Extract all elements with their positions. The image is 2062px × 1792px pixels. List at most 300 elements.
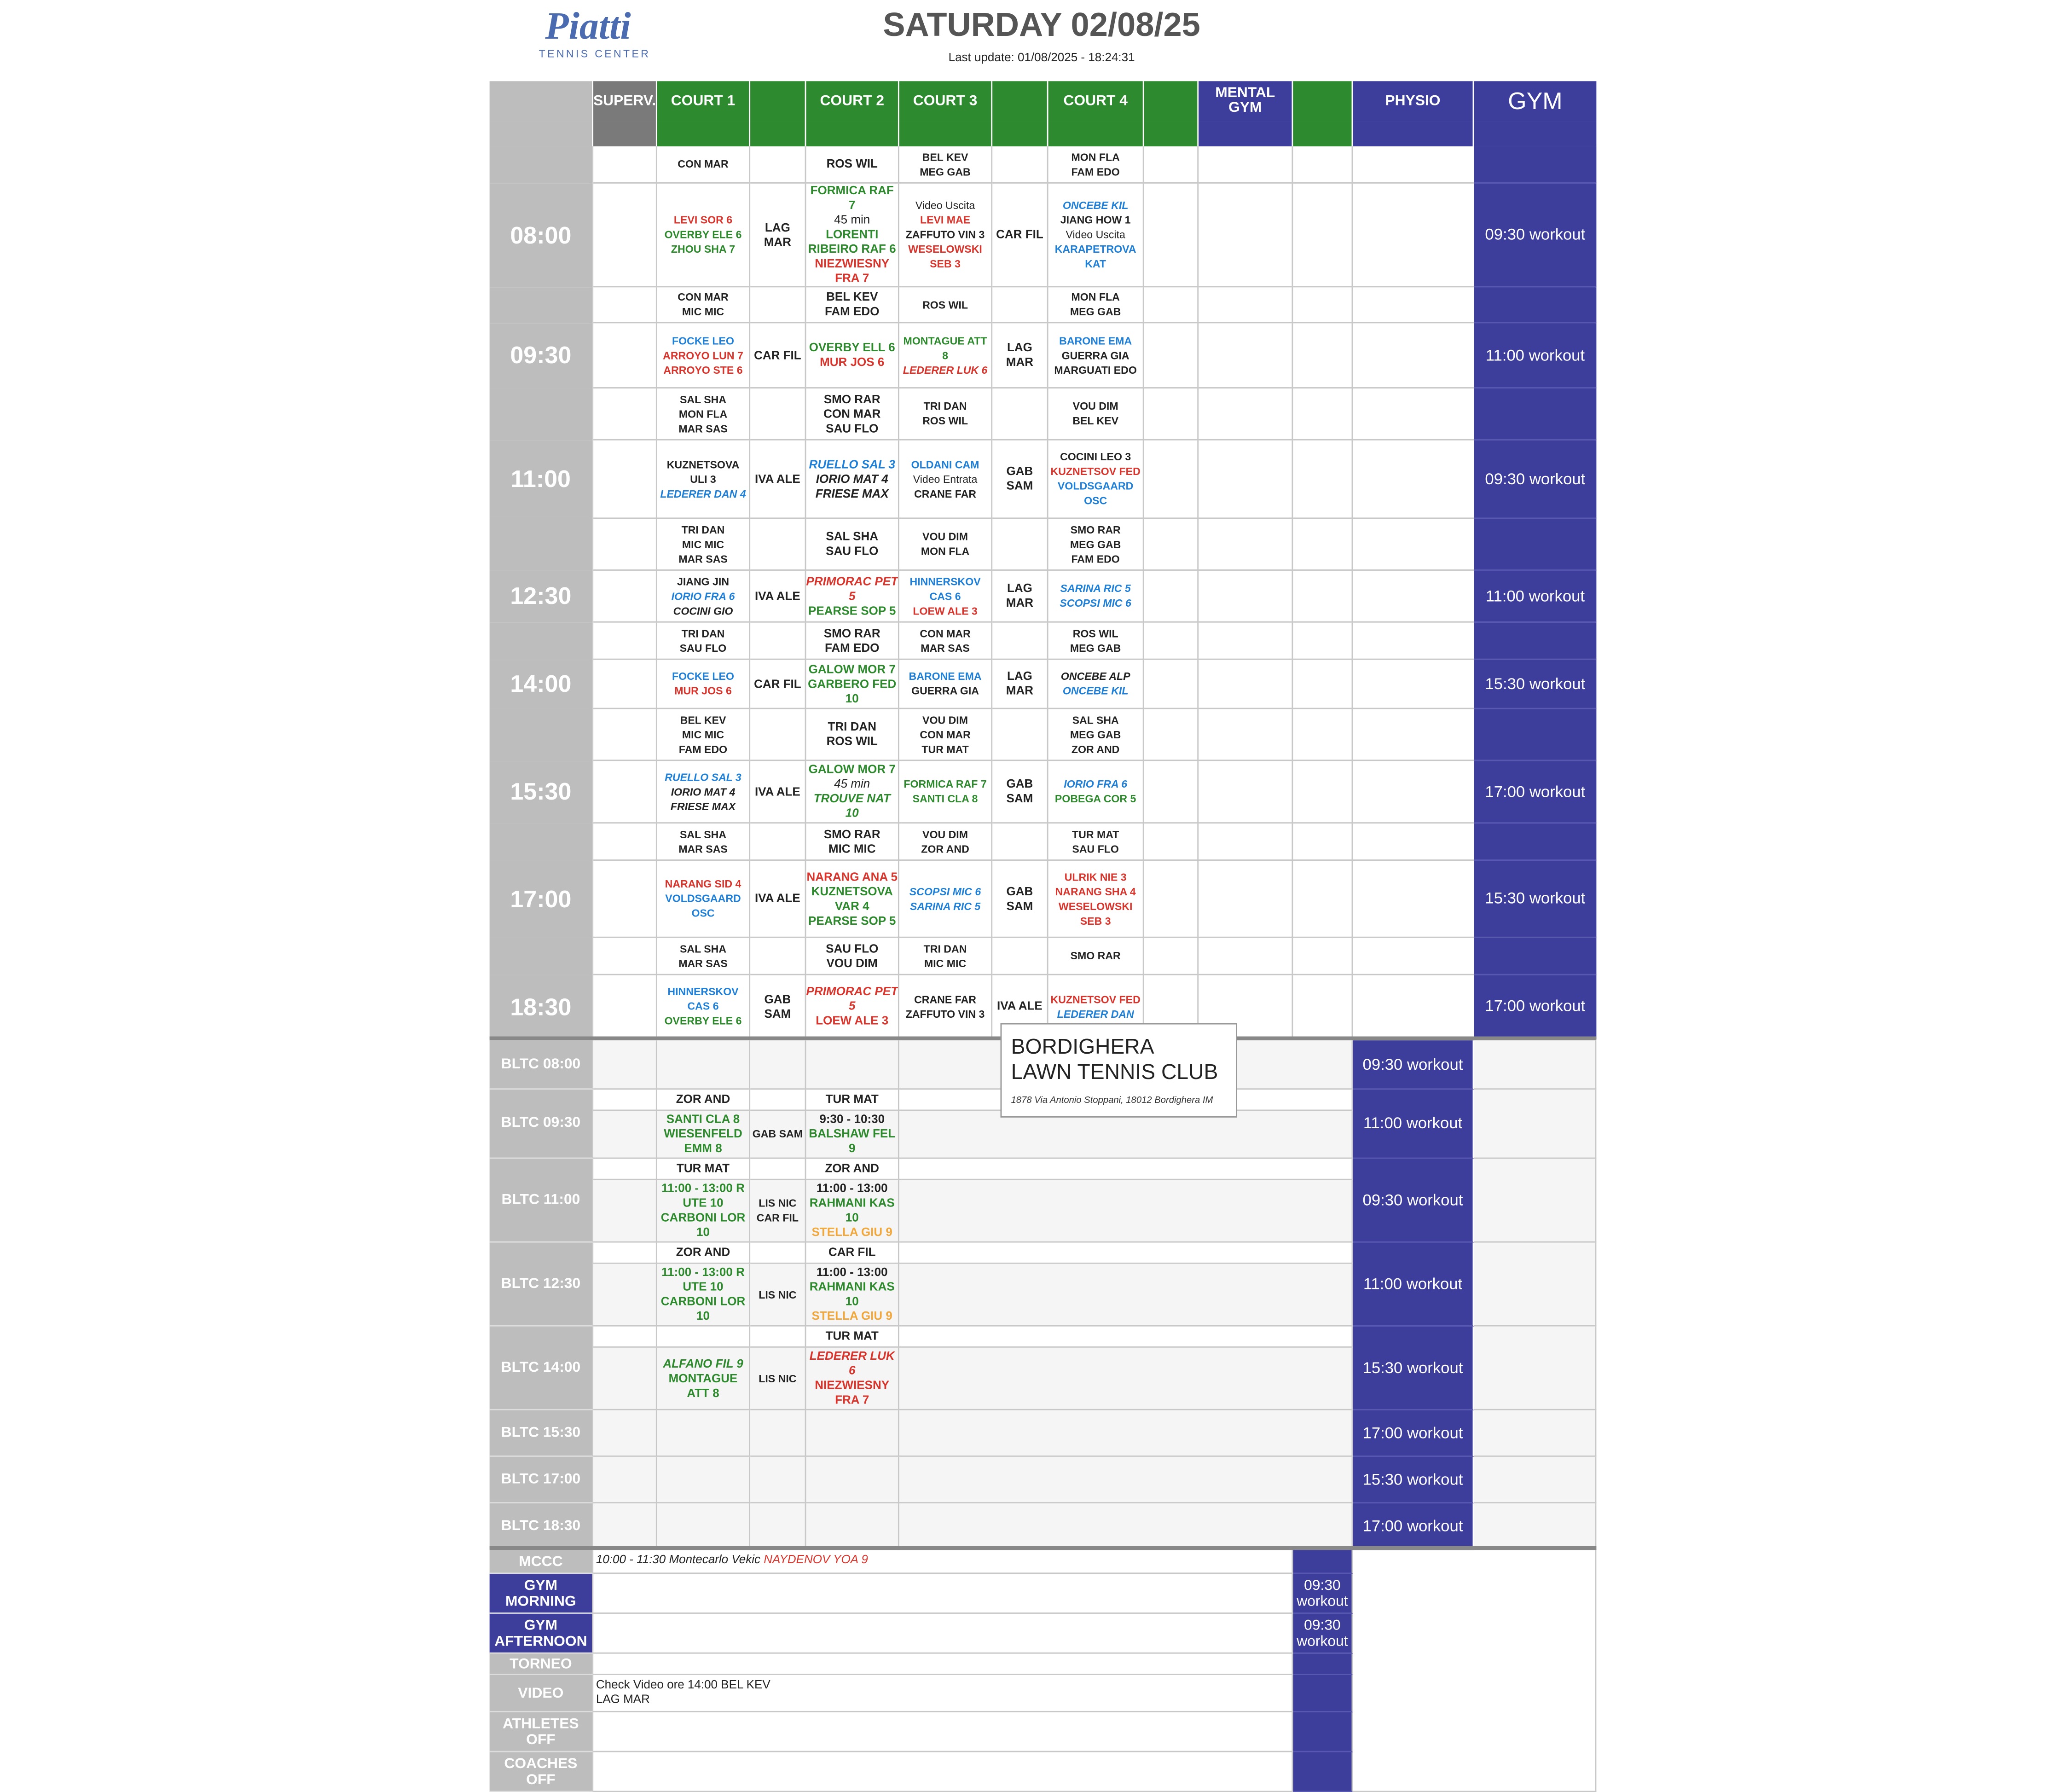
schedule-cell [1048,184,1144,287]
time-slot-label: 11:00 [490,441,593,519]
bltc-cell [899,1111,1353,1159]
gym-cell: 09:30 workout [1474,184,1596,287]
schedule-cell [899,938,992,975]
entry-line: IVA ALE [754,471,800,485]
schedule-cell [750,709,806,761]
entry-line: STELLA GIU 9 [811,1309,892,1322]
entry-line: IVA ALE [997,999,1043,1013]
schedule-cell [1144,287,1199,323]
schedule-cell [1144,709,1199,761]
entry-line: CRANE FAR [914,487,976,500]
entry-line: MIC MIC [924,957,967,969]
gym-cell [1474,938,1596,975]
entry-line: ONCEBE ALP [1060,670,1130,683]
bltc-gym-cell [1474,1090,1596,1159]
entry-line: CON MAR [678,291,729,303]
entry-line: LAG MAR [1006,340,1034,369]
entry-line: BEL KEV [922,151,968,163]
schedule-cell [1199,660,1293,709]
entry-line: BALSHAW FEL 9 [809,1127,896,1155]
schedule-cell [899,761,992,824]
bltc-cell [750,1040,806,1090]
schedule-cell [1144,519,1199,571]
time-slot-label: 08:00 [490,184,593,287]
schedule-cell [1199,709,1293,761]
entry-line: ZOR AND [676,1092,730,1106]
schedule-cell [806,519,899,571]
schedule-cell [750,975,806,1039]
bltc-cell [593,1180,657,1243]
schedule-cell [657,389,750,441]
schedule-cell [1293,761,1353,824]
bltc-cell [657,1503,750,1550]
bltc-cell [750,1410,806,1457]
bltc-sub-cell [593,1243,657,1264]
schedule-cell [899,660,992,709]
entry-line: TUR MAT [676,1161,730,1175]
schedule-cell [593,389,657,441]
column-header-sub [992,121,1048,146]
schedule-cell [992,287,1048,323]
schedule-cell [806,323,899,389]
entry-line: PEARSE SOP 5 [808,603,896,617]
entry-line: FORMICA RAF 7 [904,778,987,790]
entry-line: BEL KEV [1072,415,1119,427]
bltc-cell [657,1040,750,1090]
entry-line: GAB SAM [752,1128,803,1140]
schedule-cell [806,861,899,938]
schedule-cell [657,709,750,761]
schedule-cell [992,938,1048,975]
bltc-sub-cell [750,1090,806,1111]
schedule-cell [1199,623,1293,660]
bottom-row-note [593,1550,1293,1574]
bottom-gym-cell: 09:30 workout [1293,1574,1353,1614]
schedule-cell [657,441,750,519]
schedule-cell [899,389,992,441]
bltc-cell [750,1457,806,1503]
entry-line: LEDERER LUK 6 [809,1349,895,1377]
entry-line: FAM EDO [1071,552,1120,565]
entry-line: 9:30 - 10:30 [819,1112,885,1126]
entry-line: PEARSE SOP 5 [808,913,896,927]
entry-line: LEDERER DAN 4 [660,487,746,500]
schedule-cell [657,184,750,287]
entry-line: MEG GAB [1070,306,1121,318]
schedule-cell [1048,287,1144,323]
entry-line: 11:00 - 13:00 [816,1265,888,1279]
bltc-cell [593,1503,657,1550]
entry-line: MAR SAS [678,422,728,435]
bottom-row-note [593,1752,1293,1792]
schedule-cell [806,287,899,323]
page-title: SATURDAY 02/08/25 [883,6,1200,44]
entry-line: KUZNETSOVA VAR 4 [811,884,893,912]
bltc-cell [750,1111,806,1159]
bltc-cell [806,1410,899,1457]
schedule-cell [992,571,1048,623]
entry-line: GAB SAM [764,992,791,1020]
schedule-cell [899,709,992,761]
schedule-cell [750,571,806,623]
schedule-cell [1293,709,1353,761]
schedule-cell [1199,861,1293,938]
entry-line: MONTAGUE ATT 8 [903,334,987,361]
schedule-cell [1293,938,1353,975]
entry-line: SANTI CLA 8 [666,1112,740,1126]
entry-line: LAG MAR [1006,669,1034,697]
gym-cell [1474,824,1596,861]
schedule-cell [806,623,899,660]
entry-line: IVA ALE [754,588,800,602]
entry-line: ZOR AND [921,843,969,855]
gym-cell: 11:00 workout [1474,323,1596,389]
column-header [750,81,806,121]
entry-line: NARANG SID 4 [665,878,741,890]
schedule-cell [899,975,992,1039]
entry-line: ONCEBE KIL [1062,685,1129,697]
schedule-cell [1048,761,1144,824]
club-name-line2: LAWN TENNIS CLUB [1011,1061,1218,1084]
column-header-sub [899,121,992,146]
schedule-cell [1293,146,1353,184]
entry-line: SAL SHA [679,942,727,955]
entry-line: TRI DAN [681,523,725,536]
column-header: GYM [1474,81,1596,121]
entry-line: PRIMORAC PET 5 [806,574,898,602]
schedule-cell [1144,938,1199,975]
entry-line: RAHMANI KAS 10 [809,1280,895,1308]
entry-line: KUZNETSOV FED [1050,993,1141,1005]
entry-line: LIS NIC [759,1372,797,1385]
entry-line: MAR SAS [678,843,728,855]
schedule-cell [750,146,806,184]
schedule-cell [1144,824,1199,861]
bottom-row-label: VIDEO [490,1675,593,1712]
column-header-sub [1144,121,1199,146]
entry-line: CRANE FAR [914,993,976,1005]
entry-line: WIESENFELD EMM 8 [664,1127,742,1155]
column-header: COURT 2 [806,81,899,121]
column-header [992,81,1048,121]
schedule-cell [1048,389,1144,441]
entry-line: RUELLO SAL 3 [665,771,741,783]
entry-line: COCINI LEO 3 [1060,451,1131,463]
column-header: SUPERV. [593,81,657,121]
entry-line: VOU DIM [922,828,968,841]
schedule-cell [1144,623,1199,660]
gym-cell [1474,389,1596,441]
video-note-line: Check Video ore 14:00 BEL KEV [596,1677,770,1691]
gym-cell: 15:30 workout [1474,861,1596,938]
entry-line: RUELLO SAL 3 [809,457,895,470]
schedule-cell [992,761,1048,824]
entry-line: NARANG ANA 5 [806,869,898,883]
entry-line: SAU FLO [679,642,727,654]
entry-line: GAB SAM [1006,777,1033,805]
column-header-sub [1293,121,1353,146]
bltc-time-label: BLTC 14:00 [490,1327,593,1410]
bltc-physio-cell: 15:30 workout [1353,1327,1474,1410]
entry-line: MIC MIC [682,306,724,318]
bltc-physio-cell: 11:00 workout [1353,1090,1474,1159]
entry-line: MON FLA [678,407,728,420]
column-header-sub [750,121,806,146]
schedule-cell [992,709,1048,761]
gym-cell: 09:30 workout [1474,441,1596,519]
entry-line: Video Uscita [1066,229,1125,241]
bltc-physio-cell: 17:00 workout [1353,1503,1474,1550]
bltc-cell [750,1503,806,1550]
schedule-cell [1048,660,1144,709]
schedule-cell [750,519,806,571]
entry-line: POBEGA COR 5 [1054,793,1136,805]
bltc-cell [806,1503,899,1550]
time-slot-label: 15:30 [490,761,593,824]
entry-line: MEG GAB [1070,728,1121,741]
time-slot-label: 17:00 [490,861,593,938]
entry-line: SANTI CLA 8 [912,793,978,805]
header-corner [490,121,593,146]
entry-line: SMO RAR [823,626,880,639]
schedule-cell [806,761,899,824]
entry-line: ARROYO LUN 7 [663,349,743,361]
schedule-cell [992,623,1048,660]
entry-line: TUR MAT [825,1329,879,1343]
entry-line: WESELOWSKI SEB 3 [1058,900,1133,927]
entry-line: MEG GAB [1070,538,1121,551]
entry-line: SAU FLO [826,544,879,558]
entry-line: SAL SHA [679,828,727,841]
bltc-cell [806,1111,899,1159]
bltc-gym-cell [1474,1457,1596,1503]
bltc-cell [593,1457,657,1503]
entry-line: MAR SAS [678,552,728,565]
column-header-sub [657,121,750,146]
entry-line: CAR FIL [756,1212,799,1224]
entry-line: Video Uscita [915,199,975,212]
schedule-cell [1293,660,1353,709]
entry-line: LEDERER DAN [1057,1008,1134,1020]
bltc-cell [593,1040,657,1090]
schedule-cell [593,824,657,861]
entry-line: ONCEBE KIL [1062,199,1129,212]
entry-line: VOU DIM [922,531,968,543]
bltc-cell [899,1410,1353,1457]
schedule-cell [657,323,750,389]
schedule-cell [992,824,1048,861]
bltc-cell [806,1040,899,1090]
entry-line: ZAFFUTO VIN 3 [905,1008,985,1020]
entry-line: SMO RAR [1070,950,1121,962]
bltc-gym-cell [1474,1327,1596,1410]
entry-line: OVERBY ELE 6 [664,229,742,241]
entry-line: PRIMORAC PET 5 [806,984,898,1013]
bltc-sub-cell [593,1327,657,1348]
entry-line: CON MAR [823,406,881,420]
schedule-cell [1293,323,1353,389]
bltc-cell [750,1348,806,1410]
schedule-cell [593,323,657,389]
bltc-cell [593,1111,657,1159]
schedule-cell [1144,660,1199,709]
bltc-cell [750,1180,806,1243]
entry-line: JIANG JIN [677,575,730,588]
entry-line: VOLDSGAARD OSC [1057,480,1134,507]
entry-line: LAG MAR [764,220,792,249]
entry-line: MEG GAB [920,165,971,178]
schedule-cell [992,323,1048,389]
entry-line: KUZNETSOVA ULI 3 [666,458,740,485]
schedule-cell [750,824,806,861]
gym-cell: 17:00 workout [1474,975,1596,1039]
schedule-cell [1048,519,1144,571]
entry-line: CAR FIL [996,227,1043,241]
time-slot-spacer [490,824,593,861]
bltc-cell [657,1410,750,1457]
bottom-row-note [593,1654,1293,1675]
schedule-cell [992,861,1048,938]
entry-line: TRI DAN [923,400,967,412]
schedule-cell [806,709,899,761]
entry-line: VOU DIM [826,956,878,969]
entry-line: MAR SAS [921,642,970,654]
entry-line: TRI DAN [923,942,967,955]
section-divider [490,1546,1597,1550]
entry-line: MARGUATI EDO [1054,364,1137,376]
bottom-gym-cell [1293,1550,1353,1574]
schedule-cell [750,761,806,824]
bltc-sub-cell [806,1090,899,1111]
entry-line: KARAPETROVA KAT [1054,243,1136,270]
entry-line: GAB SAM [1006,464,1033,493]
bltc-cell [806,1264,899,1327]
gym-cell: 11:00 workout [1474,571,1596,623]
entry-line: ARROYO STE 6 [663,364,743,376]
entry-line: RAHMANI KAS 10 [809,1196,895,1224]
schedule-cell [992,441,1048,519]
entry-line: TROUVE NAT 10 [813,791,891,820]
time-slot-label: 14:00 [490,660,593,709]
entry-line: LAG MAR [1006,581,1034,609]
entry-line: BARONE EMA [909,670,982,683]
entry-line: SMO RAR [1070,523,1121,536]
entry-line: FAM EDO [824,304,880,318]
schedule-cell [750,389,806,441]
entry-line: FOCKE LEO [672,670,734,683]
bltc-sub-cell [899,1243,1353,1264]
bltc-sub-cell [806,1159,899,1180]
bltc-physio-cell: 09:30 workout [1353,1040,1474,1090]
entry-line: SMO RAR [823,392,880,406]
schedule-cell [1199,761,1293,824]
entry-line: COCINI GIO [673,604,733,617]
column-header-sub [1353,121,1474,146]
entry-line: RIBEIRO RAF 6 [808,242,896,255]
bltc-sub-cell [750,1327,806,1348]
entry-line: JIANG HOW 1 [1060,214,1131,226]
entry-line: TRI DAN [681,627,725,639]
schedule-cell [806,441,899,519]
entry-line: IORIO MAT 4 [816,471,888,485]
gym-cell [1474,287,1596,323]
entry-line: MIC MIC [682,728,724,741]
entry-line: NARANG SHA 4 [1055,885,1136,898]
entry-line: BARONE EMA [1059,334,1132,347]
bltc-time-label: BLTC 15:30 [490,1410,593,1457]
bltc-sub-cell [657,1159,750,1180]
entry-line: SMO RAR [823,827,880,841]
entry-line: MUR JOS 6 [820,355,885,369]
schedule-cell [1144,861,1199,938]
entry-line: LIS NIC [759,1197,797,1210]
bltc-cell [899,1180,1353,1243]
schedule-cell [1293,287,1353,323]
entry-line: Video Entrata [913,473,978,485]
entry-line: ROS WIL [922,415,968,427]
entry-line: 45 min [834,777,870,790]
entry-line: FRIESE MAX [815,486,889,500]
schedule-cell [657,519,750,571]
bottom-row-label: GYM MORNING [490,1574,593,1614]
entry-line: NIEZWIESNY FRA 7 [815,1378,890,1407]
bltc-sub-cell [899,1327,1353,1348]
schedule-cell [750,323,806,389]
entry-line: FRIESE MAX [670,800,736,812]
entry-line: CON MAR [920,627,971,639]
bltc-cell [899,1457,1353,1503]
gym-cell: 17:00 workout [1474,761,1596,824]
entry-line: SAL SHA [1072,713,1119,726]
entry-line: VOU DIM [922,713,968,726]
bltc-physio-cell: 09:30 workout [1353,1159,1474,1242]
entry-line: HINNERSKOV CAS 6 [909,575,981,602]
entry-line: OVERBY ELL 6 [809,340,895,354]
schedule-cell [806,571,899,623]
entry-line: ROS WIL [922,298,968,311]
schedule-cell [806,146,899,184]
bltc-sub-cell [806,1327,899,1348]
entry-line: KUZNETSOV FED [1050,465,1141,478]
entry-line: CARBONI LOR 10 [660,1294,746,1322]
entry-line: GUERRA GIA [1061,349,1129,361]
schedule-cell [1199,146,1293,184]
schedule-cell [992,146,1048,184]
entry-line: SARINA RIC 5 [1060,582,1131,595]
entry-line: GARBERO FED 10 [808,676,897,705]
bltc-cell [657,1264,750,1327]
schedule-cell [593,571,657,623]
bltc-cell [593,1348,657,1410]
entry-line: ZOR AND [825,1161,879,1175]
schedule-cell [899,441,992,519]
entry-line: FAM EDO [824,640,880,654]
entry-line: CAR FIL [754,676,801,690]
bltc-gym-cell [1474,1410,1596,1457]
schedule-cell [657,623,750,660]
entry-line: MON FLA [921,545,970,558]
bltc-sub-cell [750,1243,806,1264]
bottom-row-label: ATHLETES OFF [490,1712,593,1752]
entry-line: LEVI SOR 6 [673,214,733,226]
bltc-cell [657,1111,750,1159]
bltc-physio-cell: 17:00 workout [1353,1410,1474,1457]
entry-line: MON FLA [1071,151,1120,163]
gym-cell [1474,709,1596,761]
bltc-time-label: BLTC 17:00 [490,1457,593,1503]
entry-line: 11:00 - 13:00 R UTE 10 [661,1181,745,1210]
header-corner [490,81,593,121]
